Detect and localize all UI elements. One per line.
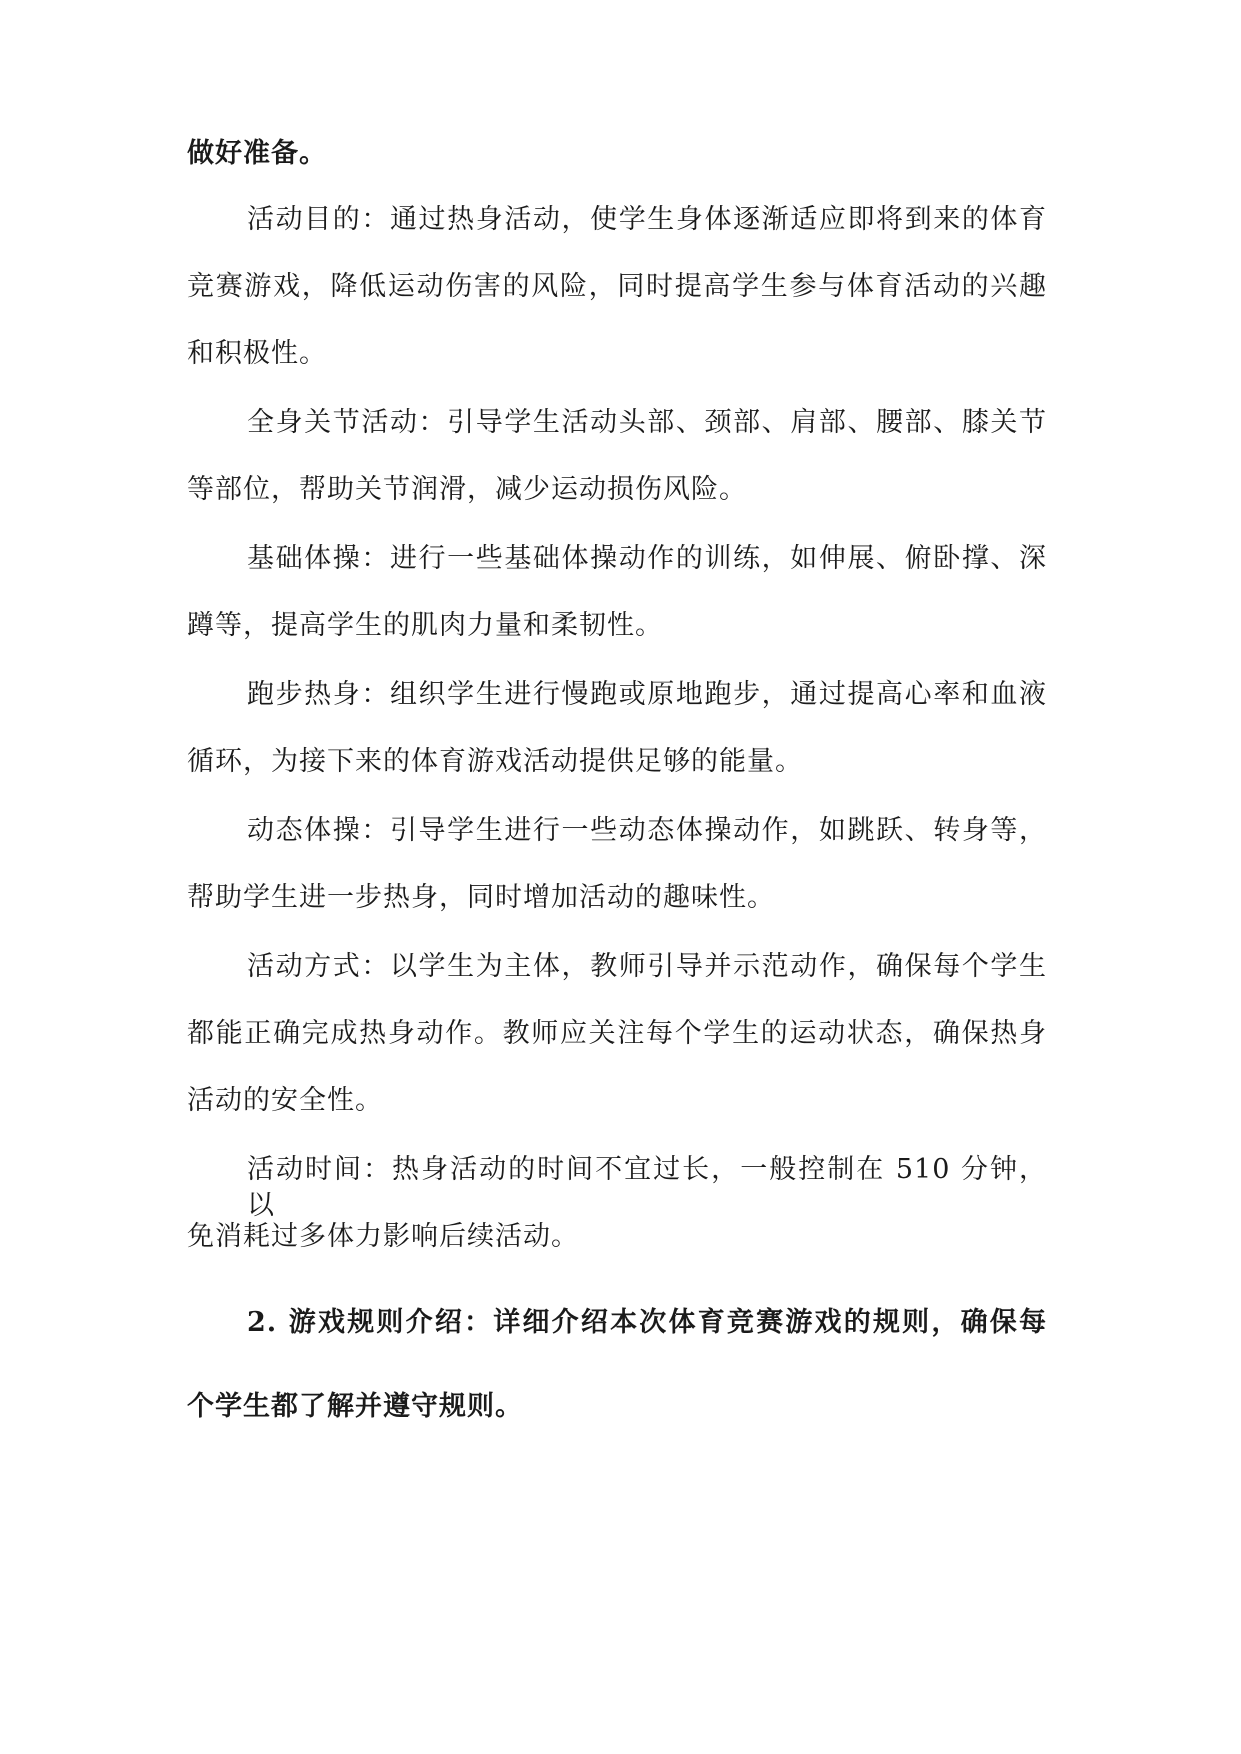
- paragraph-line: 活动时间：热身活动的时间不宜过长，一般控制在 510 分钟，以: [247, 1154, 1047, 1221]
- section-heading-line: 2. 游戏规则介绍：详细介绍本次体育竞赛游戏的规则，确保每: [247, 1307, 1047, 1338]
- paragraph-line: 活动方式：以学生为主体，教师引导并示范动作，确保每个学生: [247, 951, 1047, 982]
- paragraph-line: 全身关节活动：引导学生活动头部、颈部、肩部、腰部、膝关节: [247, 407, 1047, 438]
- paragraph-line: 竞赛游戏，降低运动伤害的风险，同时提高学生参与体育活动的兴趣: [187, 271, 1047, 302]
- paragraph-line: 免消耗过多体力影响后续活动。: [187, 1221, 579, 1252]
- paragraph-line: 循环，为接下来的体育游戏活动提供足够的能量。: [187, 746, 803, 777]
- paragraph-line: 活动目的：通过热身活动，使学生身体逐渐适应即将到来的体育: [247, 204, 1047, 235]
- section-heading-line: 个学生都了解并遵守规则。: [187, 1391, 523, 1422]
- paragraph-line: 帮助学生进一步热身，同时增加活动的趣味性。: [187, 882, 775, 913]
- paragraph-line: 等部位，帮助关节润滑，减少运动损伤风险。: [187, 474, 747, 505]
- paragraph-line: 跑步热身：组织学生进行慢跑或原地跑步，通过提高心率和血液: [247, 679, 1047, 710]
- paragraph-line: 和积极性。: [187, 338, 327, 369]
- intro-tail: 做好准备。: [187, 138, 327, 169]
- paragraph-line: 都能正确完成热身动作。教师应关注每个学生的运动状态，确保热身: [187, 1018, 1047, 1049]
- paragraph-line: 基础体操：进行一些基础体操动作的训练，如伸展、俯卧撑、深: [247, 543, 1047, 574]
- paragraph-line: 活动的安全性。: [187, 1085, 383, 1116]
- paragraph-line: 动态体操：引导学生进行一些动态体操动作，如跳跃、转身等，: [247, 815, 1047, 846]
- paragraph-line: 蹲等，提高学生的肌肉力量和柔韧性。: [187, 610, 663, 641]
